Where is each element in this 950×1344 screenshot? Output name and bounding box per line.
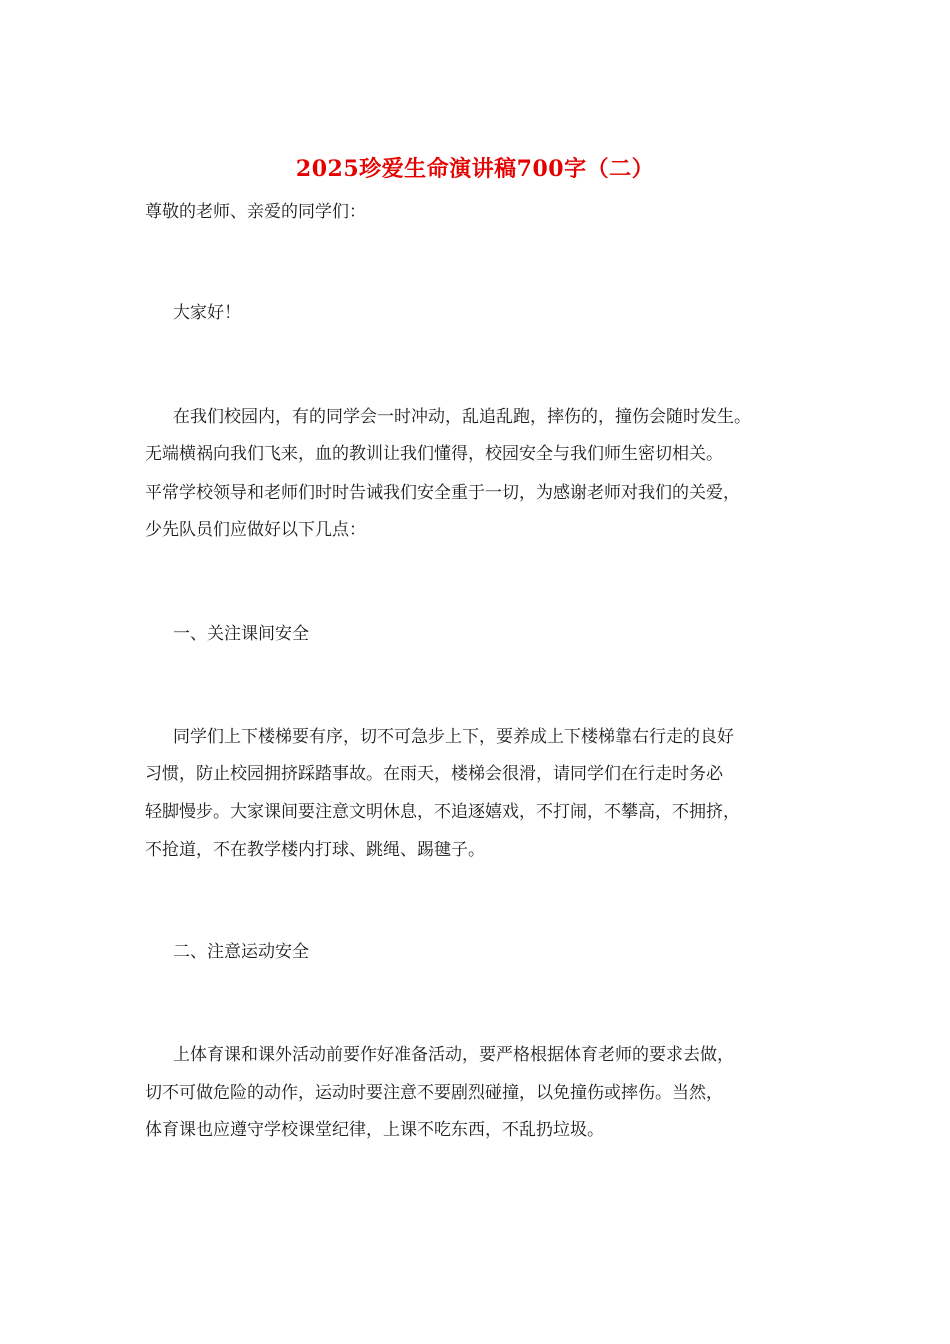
- paragraph-1-line-4: 少先队员们应做好以下几点：: [145, 520, 366, 540]
- document-title: 2025珍爱生命演讲稿700字（二）: [295, 156, 655, 182]
- section-heading-1: 一、关注课间安全: [173, 624, 309, 644]
- paragraph-2-line-2: 习惯，防止校园拥挤踩踏事故。在雨天，楼梯会很滑，请同学们在行走时务必: [145, 764, 723, 784]
- paragraph-2-line-3: 轻脚慢步。大家课间要注意文明休息，不追逐嬉戏，不打闹，不攀高，不拥挤，: [145, 802, 740, 822]
- paragraph-2-line-4: 不抢道，不在教学楼内打球、跳绳、踢毽子。: [145, 840, 485, 860]
- paragraph-2-line-1: 同学们上下楼梯要有序，切不可急步上下，要养成上下楼梯靠右行走的良好: [173, 727, 734, 747]
- greeting: 大家好！: [173, 303, 241, 323]
- paragraph-1-line-3: 平常学校领导和老师们时时告诫我们安全重于一切，为感谢老师对我们的关爱，: [145, 483, 740, 503]
- paragraph-3-line-2: 切不可做危险的动作，运动时要注意不要剧烈碰撞，以免撞伤或摔伤。当然，: [145, 1083, 723, 1103]
- paragraph-1-line-2: 无端横祸向我们飞来，血的教训让我们懂得，校园安全与我们师生密切相关。: [145, 444, 723, 464]
- paragraph-3-line-3: 体育课也应遵守学校课堂纪律，上课不吃东西，不乱扔垃圾。: [145, 1120, 604, 1140]
- paragraph-1-line-1: 在我们校园内，有的同学会一时冲动，乱追乱跑，摔伤的，撞伤会随时发生。: [173, 407, 751, 427]
- section-heading-2: 二、注意运动安全: [173, 942, 309, 962]
- paragraph-3-line-1: 上体育课和课外活动前要作好准备活动，要严格根据体育老师的要求去做，: [173, 1045, 734, 1065]
- salutation: 尊敬的老师、亲爱的同学们：: [145, 202, 366, 222]
